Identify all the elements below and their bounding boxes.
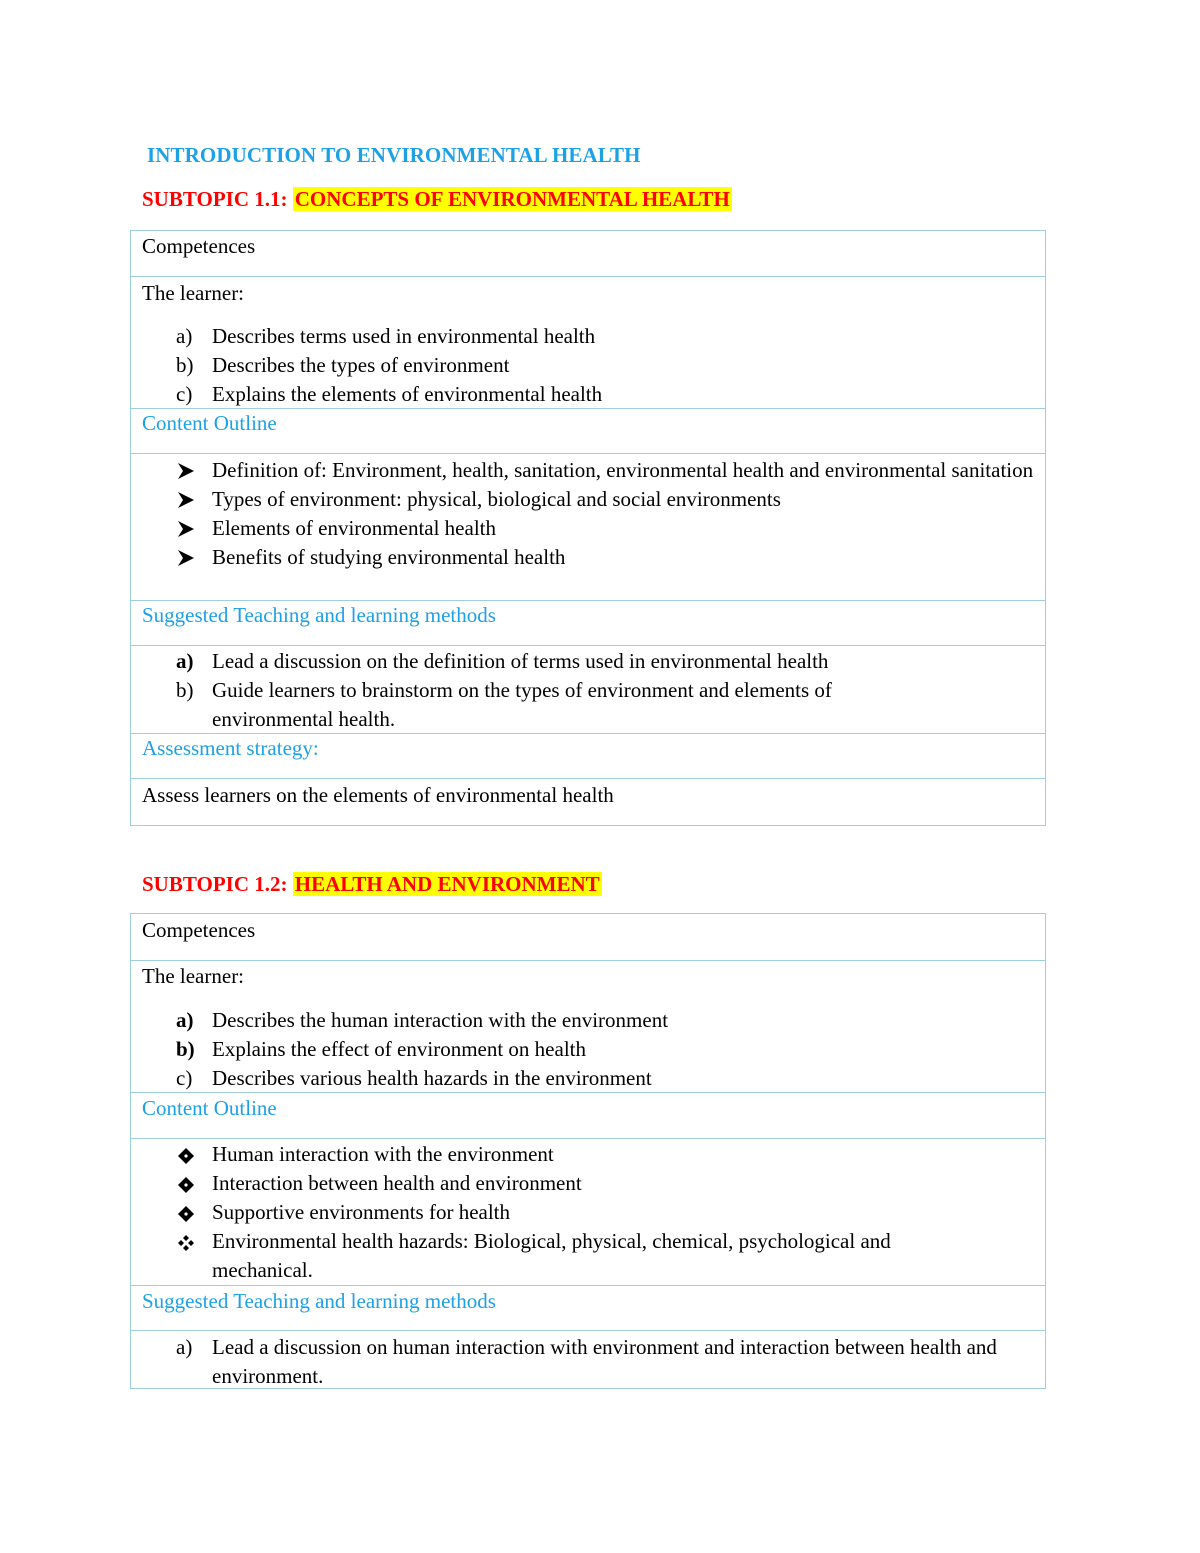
list-item xyxy=(131,543,1037,572)
list-item-text: Explains the effect of environment on health xyxy=(212,1037,586,1061)
methods-list xyxy=(131,1333,1037,1391)
content-row xyxy=(131,453,1045,601)
assessment-heading: Assessment strategy: xyxy=(142,736,319,760)
four-diamond-bullet-icon xyxy=(177,1234,195,1252)
list-item-text: Types of environment: physical, biological and social environments xyxy=(212,487,781,511)
list-item xyxy=(131,1227,1037,1285)
content-outline-list xyxy=(131,456,1037,572)
arrowhead-bullet-icon xyxy=(177,463,195,479)
list-item-text: Explains the elements of environmental health xyxy=(212,382,603,406)
methods-heading: Suggested Teaching and learning methods xyxy=(142,603,496,627)
subtopic-1-table xyxy=(130,230,1046,826)
diamond-bullet-icon xyxy=(177,1205,195,1223)
arrowhead-bullet-icon xyxy=(177,492,195,508)
list-item-text: Describes various health hazards in the environment xyxy=(212,1066,652,1090)
learner-intro: The learner: xyxy=(142,281,245,305)
diamond-bullet-icon xyxy=(177,1176,195,1194)
assessment-text: Assess learners on the elements of environmental health xyxy=(142,783,614,807)
list-marker: c) xyxy=(176,1066,193,1090)
subtopic-1-heading xyxy=(142,187,732,212)
competences-row xyxy=(131,960,1045,1093)
assessment-heading-row xyxy=(131,733,1045,779)
list-item xyxy=(131,1064,1037,1093)
methods-row xyxy=(131,1330,1045,1389)
list-item xyxy=(131,1333,1037,1391)
content-outline-list xyxy=(131,1140,1037,1285)
competences-list xyxy=(131,1006,1037,1093)
competences-heading-row xyxy=(131,914,1045,961)
methods-heading-row xyxy=(131,600,1045,646)
list-marker: b) xyxy=(176,678,194,702)
list-item-text: Describes the human interaction with the environment xyxy=(212,1008,669,1032)
content-heading-row xyxy=(131,1092,1045,1139)
list-item-text: Definition of: Environment, health, sanitation, environmental health and environmental sanitation xyxy=(212,458,1034,482)
arrowhead-bullet-icon xyxy=(177,550,195,566)
list-item-text: Benefits of studying environmental health xyxy=(212,545,566,569)
list-item xyxy=(131,676,1037,734)
list-item xyxy=(131,1198,1037,1227)
list-item xyxy=(131,1140,1037,1169)
list-item-text: Elements of environmental health xyxy=(212,516,496,540)
methods-heading: Suggested Teaching and learning methods xyxy=(142,1289,496,1313)
list-item-text: Environmental health hazards: Biological, physical, chemical, psychological and mechanical. xyxy=(212,1229,891,1282)
competences-heading: Competences xyxy=(142,234,256,258)
diamond-bullet-icon xyxy=(177,1147,195,1165)
list-item xyxy=(131,322,1037,351)
list-item-text: Interaction between health and environment xyxy=(212,1171,582,1195)
content-heading-row xyxy=(131,408,1045,454)
subtopic-1-name: CONCEPTS OF ENVIRONMENTAL HEALTH xyxy=(294,187,730,211)
list-item-text: Lead a discussion on human interaction with environment and interaction between health and environment. xyxy=(212,1335,997,1388)
list-marker: a) xyxy=(176,1335,193,1359)
list-item xyxy=(131,647,1037,676)
methods-row xyxy=(131,645,1045,734)
competences-heading: Competences xyxy=(142,918,256,942)
list-item xyxy=(131,1169,1037,1198)
list-marker: b) xyxy=(176,1037,195,1061)
list-item-text: Describes the types of environment xyxy=(212,353,510,377)
content-outline-heading: Content Outline xyxy=(142,411,277,435)
list-item-text: Supportive environments for health xyxy=(212,1200,511,1224)
methods-list xyxy=(131,647,1037,734)
document-title: INTRODUCTION TO ENVIRONMENTAL HEALTH xyxy=(147,143,641,167)
subtopic-2-heading xyxy=(142,872,602,897)
list-item xyxy=(131,351,1037,380)
arrowhead-bullet-icon xyxy=(177,521,195,537)
list-item xyxy=(131,1006,1037,1035)
list-item-text: Describes terms used in environmental health xyxy=(212,324,596,348)
list-item-text: Guide learners to brainstorm on the types of environment and elements of environmental health. xyxy=(212,678,832,731)
competences-row xyxy=(131,276,1045,409)
list-item-text: Human interaction with the environment xyxy=(212,1142,554,1166)
list-marker: a) xyxy=(176,649,194,673)
list-marker: b) xyxy=(176,353,194,377)
subtopic-1-label: SUBTOPIC 1.1: xyxy=(142,187,288,211)
list-item xyxy=(131,485,1037,514)
competences-list xyxy=(131,322,1037,409)
list-item-text: Lead a discussion on the definition of terms used in environmental health xyxy=(212,649,829,673)
list-marker: a) xyxy=(176,1008,194,1032)
subtopic-2-name: HEALTH AND ENVIRONMENT xyxy=(294,872,600,896)
competences-heading-row xyxy=(131,231,1045,277)
list-item xyxy=(131,514,1037,543)
content-outline-heading: Content Outline xyxy=(142,1096,277,1120)
list-item xyxy=(131,1035,1037,1064)
list-item xyxy=(131,456,1037,485)
subtopic-2-table xyxy=(130,913,1046,1389)
list-marker: c) xyxy=(176,382,193,406)
content-row xyxy=(131,1138,1045,1286)
list-item xyxy=(131,380,1037,409)
learner-intro: The learner: xyxy=(142,964,245,988)
subtopic-2-label: SUBTOPIC 1.2: xyxy=(142,872,288,896)
assessment-row xyxy=(131,778,1045,826)
methods-heading-row xyxy=(131,1285,1045,1331)
list-marker: a) xyxy=(176,324,193,348)
